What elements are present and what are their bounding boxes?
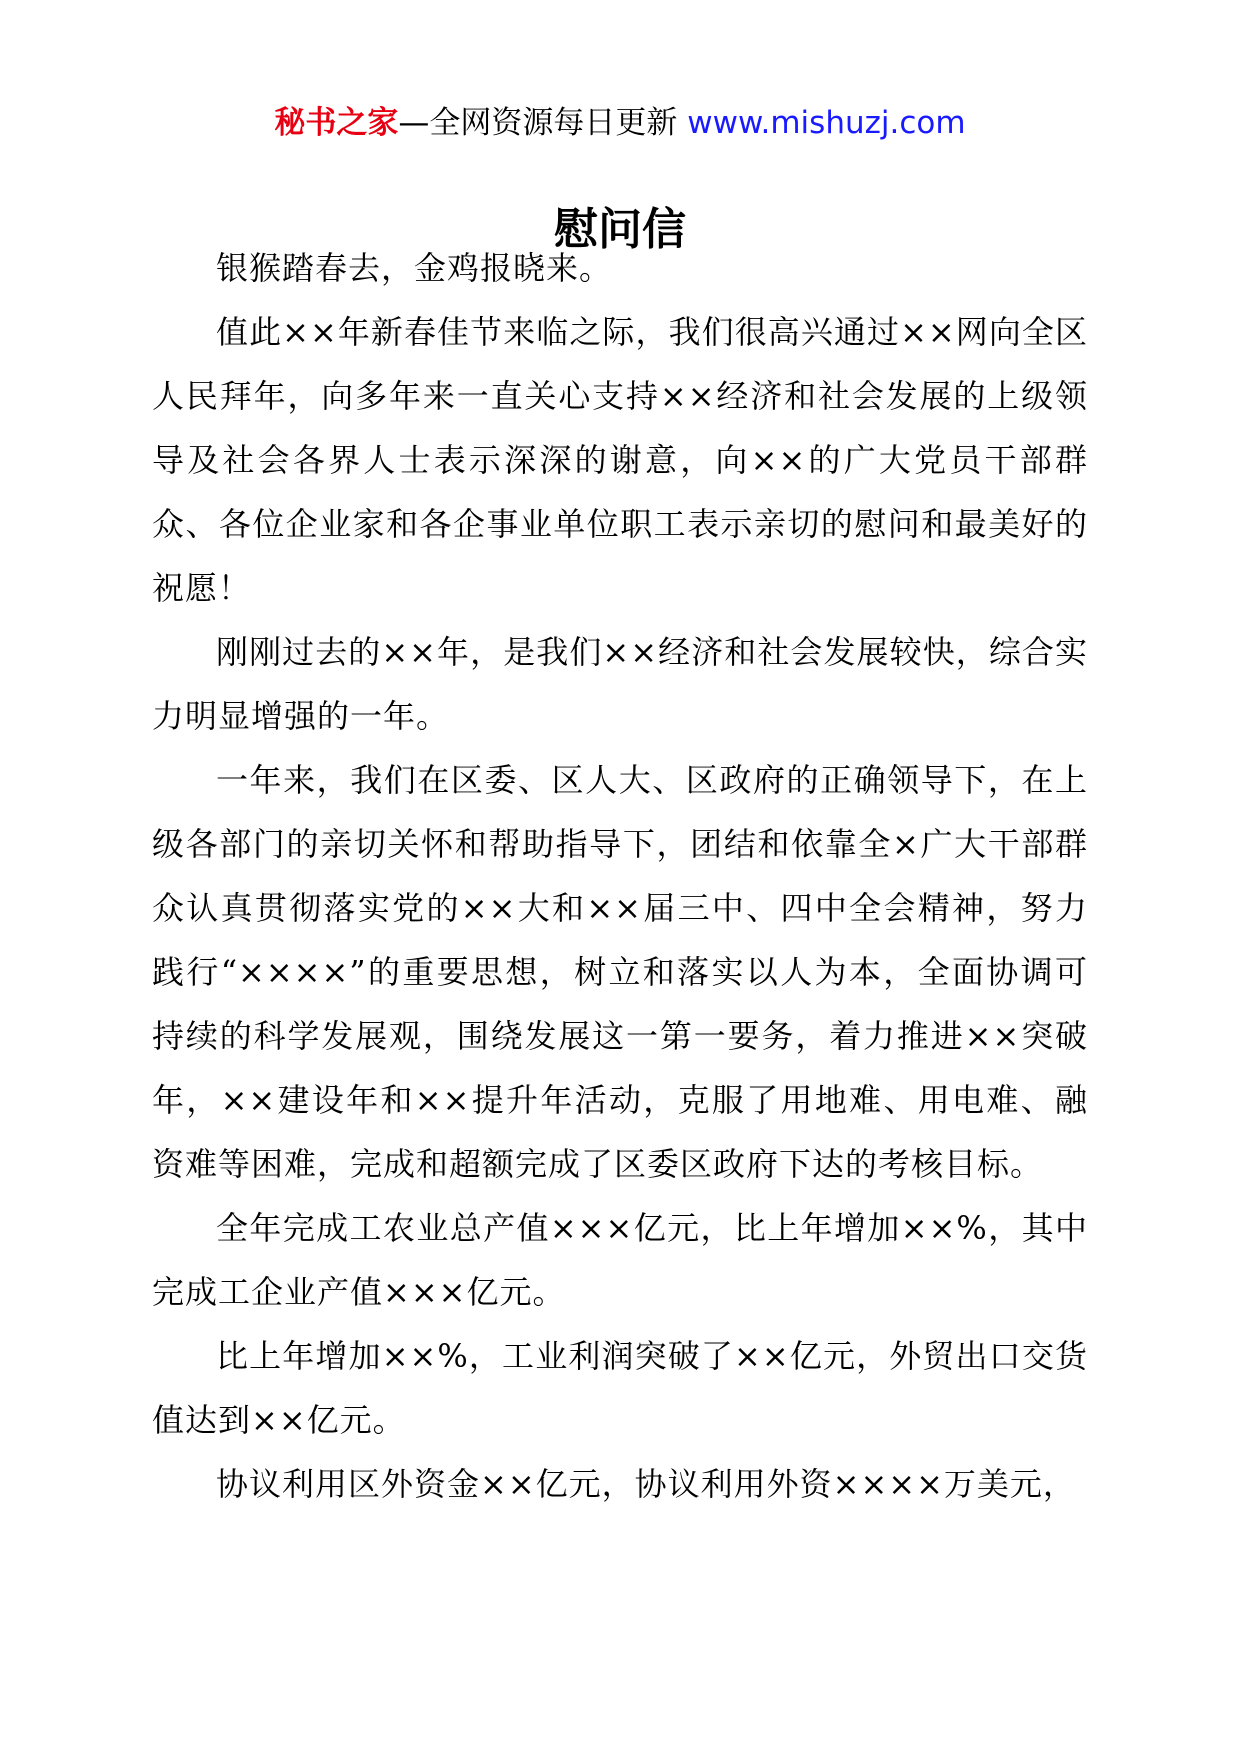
paragraph: 协议利用区外资金××亿元，协议利用外资××××万美元，	[216, 1465, 1076, 1503]
paragraph: 比上年增加××%，工业利润突破了××亿元，外贸出口交货值达到××亿元。	[152, 1337, 1088, 1439]
paragraph: 刚刚过去的××年，是我们××经济和社会发展较快，综合实力明显增强的一年。	[152, 633, 1088, 735]
site-url-link[interactable]: www.mishuzj.com	[687, 105, 966, 141]
site-brand: 秘书之家	[274, 105, 399, 141]
paragraph: 银猴踏春去，金鸡报晓来。	[216, 249, 613, 287]
paragraph: 全年完成工农业总产值×××亿元，比上年增加××%，其中完成工企业产值×××亿元。	[152, 1209, 1088, 1311]
document-body	[152, 236, 1088, 1516]
document-title: 慰问信	[554, 204, 686, 255]
site-slogan: —全网资源每日更新	[398, 105, 678, 141]
paragraph: 一年来，我们在区委、区人大、区政府的正确领导下，在上级各部门的亲切关怀和帮助指导下，团结和依靠全×广大干部群众认真贯彻落实党的××大和××届三中、四中全会精神，努力践行“××××”的重要思想，树立和落实以人为本，全面协调可持续的科学发展观，围绕发展这一第一要务，着力推进××突破年，××建设年和××提升年活动，克服了用地难、用电难、融资难等困难，完成和超额完成了区委区政府下达的考核目标。	[152, 761, 1088, 1183]
paragraph: 值此××年新春佳节来临之际，我们很高兴通过××网向全区人民拜年，向多年来一直关心支持××经济和社会发展的上级领导及社会各界人士表示深深的谢意，向××的广大党员干部群众、各位企业家和各企事业单位职工表示亲切的慰问和最美好的祝愿！	[152, 313, 1088, 607]
site-header	[0, 100, 1240, 146]
